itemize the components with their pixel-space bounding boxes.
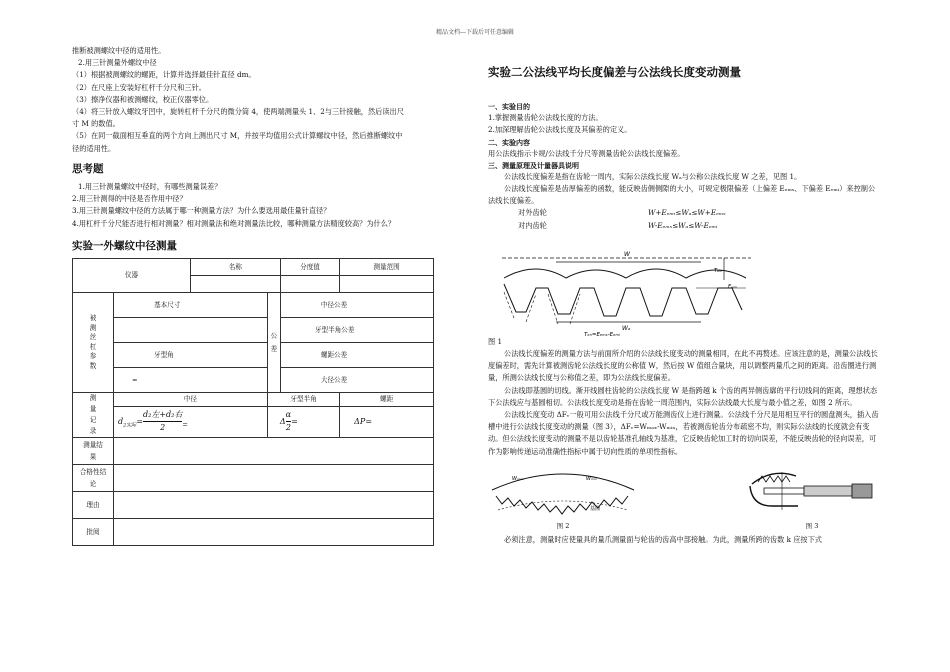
fig2	[488, 462, 638, 532]
pitch-header: 螺距	[340, 393, 434, 407]
pitch-d-formula[interactable]: $d_{2实际}=$ d₂左+d₂右 2 $_=$	[114, 406, 268, 438]
paragraph: 公法线长度变动 ΔFᵥ一般可用公法线千分尺或万能测齿仪上进行测量。公法线千分尺是用相互平行的圆盘测头，插入齿槽中进行公法线长度变动的测量（图 3），ΔFᵥ=Wₘₐₓ-Wₘᵢₙ，若被测齿轮齿分布疏密不均，则实际公法线的长度就会有变动。但公法线长度变动的测量不是以齿轮基准孔轴线为基准，它反映齿轮加工时的切向误差，不能反映齿轮的径向误差，可作为影响传递运动准确性指标中属于切向性质的单项性指标。	[488, 410, 879, 456]
exp1-title: 实验一外螺纹中径测量	[72, 239, 177, 252]
form-angle-value[interactable]: =	[114, 368, 268, 393]
instrument-label: 仪器	[73, 259, 191, 293]
nominal-value[interactable]	[114, 318, 268, 343]
gear-formulas	[648, 207, 726, 231]
qualify-cell[interactable]	[114, 465, 434, 492]
half-angle-header: 牙型半角	[267, 393, 339, 407]
intro-line: 2.用三针测量外螺纹中径	[78, 58, 157, 68]
fig3-micrometer-diagram	[742, 462, 882, 516]
fig2-caption: 图 2	[556, 522, 570, 531]
name-header: 名称	[190, 259, 280, 276]
fig1-label-eb: Tₑₘ	[714, 267, 723, 274]
form-angle-label: 牙型角	[114, 343, 268, 368]
tol-half-angle: 牙型半角公差	[280, 318, 433, 343]
measurement-table	[72, 258, 434, 546]
content-line: 用公法线指示卡规/公法线千分尺等测量齿轮公法线长度偏差。	[488, 148, 685, 158]
tol-major-diameter: 大径公差	[280, 368, 433, 393]
internal-gear-label: 对内齿轮	[518, 220, 547, 230]
fig1-label-tbn: Tₑₙ=Eₑₘₛ-Eₑₘᵢ	[584, 331, 620, 336]
figures-row	[488, 462, 882, 532]
intro-line: （1）根据被测螺纹的螺距，计算并选择最佳针直径 dm。	[72, 70, 256, 80]
paragraph: 公法线长度偏差的测量方法与前面所介绍的公法线长度变动的测量相同，在此不再赘述。应该注意的是，测量公法线长度偏差时，需先计算被测齿轮公法线长度的公称值 W，然后按 W 值组合量块，用以调整两量爪之间的距离。沿齿圈进行测量，所测公法线长度与公称值之差，即为公法线长度偏差。	[488, 349, 878, 383]
paragraph: 必须注意，测量时应使量具的量爪测量面与轮齿的齿高中部接触。为此，测量所跨的齿数 k 应按下式	[504, 535, 822, 545]
record-label: 测量记录	[73, 393, 114, 438]
range-cell[interactable]	[340, 276, 434, 293]
approve-label: 批阅	[73, 519, 114, 546]
result-cell[interactable]	[114, 438, 434, 465]
page-header: 精品文档---下载后可任意编辑	[435, 29, 515, 36]
fig3-caption: 图 3	[805, 522, 819, 531]
fig2-label-wmin: Wₘᵢₙ	[586, 475, 597, 482]
external-gear-label: 对外齿轮	[518, 208, 547, 218]
fig2-label-wmax: Wₘₐₓ	[512, 475, 525, 482]
nominal-label: 基本尺寸	[114, 293, 268, 318]
paragraph: 公法线长度偏差是齿厚偏差的函数，能反映齿侧侧隙的大小，可规定极限偏差（上偏差 Eₑₘₛ、下偏差 Eₑₘᵢ）来控制公法线长度偏差。	[488, 184, 876, 206]
division-header: 分度值	[280, 259, 339, 276]
division-cell[interactable]	[280, 276, 339, 293]
question: 1.用三针测量螺纹中径时，有哪些测量误差？	[78, 182, 222, 192]
intro-line: （4）将三针放入螺纹牙凹中，旋转杠杆千分尺的微分筒 4，使两端测量头 1、2与三针接触，然后读出尺	[72, 107, 404, 117]
tolerance-label: 公差	[267, 293, 280, 393]
result-label: 测量结果	[73, 438, 114, 465]
paragraph: 公法线即基圆的切线。渐开线圆柱齿轮的公法线长度 W 是指跨越 k 个齿的两异侧齿廓的平行切线间的距离，理想状态下公法线应与基圆相切。公法线长度变动是指在齿轮一周范围内，实际公法线最大长度与最小值之差，如图 2 所示。	[488, 385, 878, 407]
question: 3.用三针测量螺纹中径的方法属于哪一种测量方法？为什么要选用最佳量针直径？	[72, 206, 331, 216]
fig1-gear-diagram	[496, 232, 756, 336]
range-header: 测量范围	[340, 259, 434, 276]
intro-line: （3）擦净仪器和被测螺纹，校正仪器零位。	[72, 94, 214, 104]
paragraph: 公法线长度偏差是指在齿轮一周内，实际公法线长度 Wₐ与公称公法线长度 W 之差，见图 1。	[504, 171, 802, 181]
fig1-label-w: W	[624, 250, 630, 258]
qualify-label: 合格性结论	[73, 465, 114, 492]
section-purpose: 一、实验目的	[488, 103, 530, 112]
intro-line: （5）在同一截面相互垂直的两个方向上测出尺寸 M，并按平均值用公式计算螺纹中径，然后推断螺纹中	[72, 131, 403, 141]
think-title: 思考题	[72, 162, 104, 175]
purpose-line: 2.加深理解齿轮公法线长度及其偏差的定义。	[488, 125, 632, 135]
approve-cell[interactable]	[114, 519, 434, 546]
reason-cell[interactable]	[114, 492, 434, 519]
fig1-caption: 图 1	[488, 336, 503, 346]
section-content: 二、实验内容	[488, 138, 530, 147]
half-angle-formula[interactable]: Δ $\frac{\alpha}{2}$ =	[267, 406, 339, 438]
fig1-label-ebi: Eₑₘᵢ	[728, 283, 738, 290]
intro-line: 推断被测螺纹中径的适用性。	[72, 46, 166, 55]
name-cell[interactable]	[190, 276, 280, 293]
fig1-label-wa: Wₐ	[622, 324, 631, 332]
gear-labels	[488, 207, 648, 231]
pitch-formula[interactable]: ΔP=	[340, 406, 434, 438]
pitch-d-header: 中径	[114, 393, 268, 407]
tol-pitch-diameter: 中径公差	[280, 293, 433, 318]
left-column	[72, 45, 457, 546]
fig2-label-base: 基圆	[590, 505, 601, 512]
gear-formula-row	[488, 207, 882, 231]
intro-line: （2）在尺座上安装好杠杆千分尺和三针。	[72, 82, 206, 92]
purpose-line: 1.掌握测量齿轮公法线长度的方法。	[488, 113, 603, 123]
reason-label: 理由	[73, 492, 114, 519]
external-formula: W+Eₑₘᵢ≤Wₐ≤W+Eₑₘₛ	[648, 208, 726, 218]
fig2-gear-arc-diagram	[488, 462, 638, 516]
question: 4.用杠杆千分尺能否进行相对测量？相对测量法和绝对测量法比较，哪种测量方法精度较高？为什么？	[72, 218, 396, 228]
right-column	[488, 60, 882, 546]
internal-formula: W-Eₑₘₛ≤Wₐ≤W-Eₑₘᵢ	[648, 220, 718, 230]
tol-pitch: 螺距公差	[280, 343, 433, 368]
intro-line: 径的适用性。	[72, 143, 116, 153]
measured-params-label: 被测丝杠参数	[73, 293, 114, 393]
intro-line: 寸 M 的数值。	[72, 119, 120, 129]
section-principle: 三、测量原理及计量器具说明	[488, 161, 579, 170]
question: 2.用三针测得的中径是否作用中径？	[72, 194, 187, 204]
fig3	[742, 462, 882, 532]
exp2-title: 实验二公法线平均长度偏差与公法线长度变动测量	[488, 65, 741, 79]
